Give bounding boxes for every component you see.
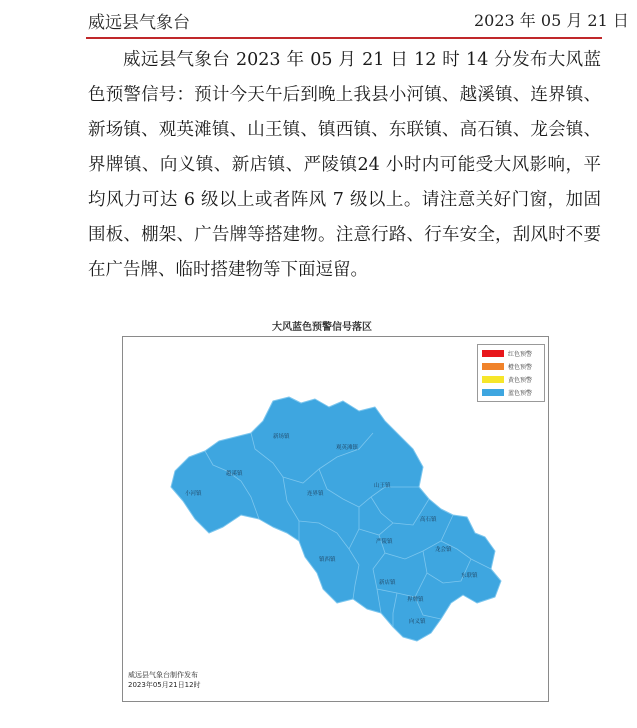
town-label-lianjie: 连界镇: [307, 491, 324, 497]
legend-label-orange: 橙色预警: [508, 363, 533, 371]
legend-swatch-blue: [482, 389, 504, 396]
header-org: 威远县气象台: [88, 13, 190, 33]
header-rule: [86, 37, 602, 39]
town-label-longhui: 龙会镇: [435, 547, 452, 553]
town-label-guanyingtan: 观英滩镇: [336, 445, 359, 451]
map-footer: [128, 670, 201, 690]
town-label-xinchang: 新场镇: [273, 434, 290, 440]
town-label-donglian: 东联镇: [461, 573, 478, 579]
header-date: 2023 年 05 月 21 日: [474, 11, 629, 30]
legend-label-blue: 蓝色预警: [508, 389, 533, 397]
legend-swatch-red: [482, 350, 504, 357]
town-label-yuexi: 越溪镇: [226, 471, 243, 477]
bulletin-paragraph: 威远县气象台 2023 年 05 月 21 日 12 时 14 分发布大风蓝色预警信号：预计今天午后到晚上我县小河镇、越溪镇、连界镇、新场镇、观英滩镇、山王镇、镇西镇、东联镇、高石镇、龙会镇、界牌镇、向义镇、新店镇、严陵镇24 小时内可能受大风影响，平均风力可达 6 级以上或者阵风 7 级以上。请注意关好门窗，加固围板、棚架、广告牌等搭建物。注意行路、行车安全，刮风时不要在广告牌、临时搭建物等下面逗留。: [88, 50, 601, 280]
town-label-xiaohe: 小河镇: [185, 491, 202, 497]
legend-swatch-orange: [482, 363, 504, 370]
legend-row-orange: [482, 361, 532, 371]
legend-label-yellow: 黄色预警: [508, 376, 533, 384]
legend-label-red: 红色预警: [508, 350, 533, 358]
town-label-gaoshi: 高石镇: [420, 517, 437, 523]
footer-publisher: 威远县气象台制作发布: [128, 671, 198, 679]
map-title: 大风蓝色预警信号落区: [272, 322, 372, 333]
legend-swatch-yellow: [482, 376, 504, 383]
town-label-jiepai: 界牌镇: [407, 597, 424, 603]
legend-row-red: [482, 348, 532, 358]
bulletin-body: [88, 43, 601, 288]
legend-row-blue: [482, 387, 532, 397]
town-label-zhenxi: 镇西镇: [319, 557, 336, 563]
legend-row-yellow: [482, 374, 532, 384]
town-label-xindian: 新店镇: [379, 580, 396, 586]
town-label-xiangyi: 向义镇: [409, 619, 426, 625]
town-label-yanling: 严陵镇: [376, 539, 393, 545]
town-label-shanwang: 山王镇: [374, 483, 391, 489]
map-legend: [477, 344, 545, 402]
footer-issue-time: 2023年05月21日12时: [128, 681, 201, 689]
warning-map: [122, 336, 549, 702]
